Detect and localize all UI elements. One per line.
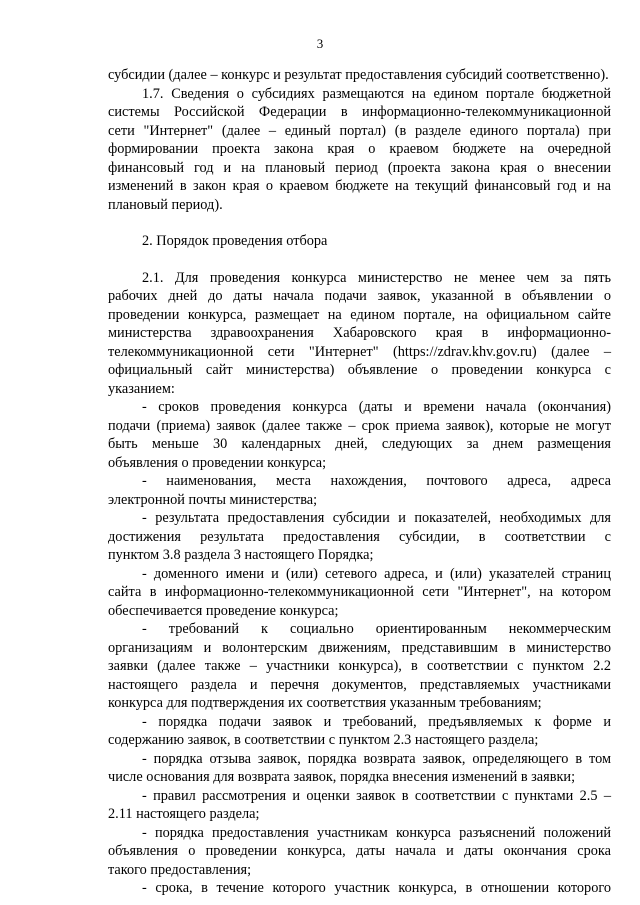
text-line: обеспечивается проведение конкурса; [108,602,339,619]
text-line: организациям и волонтерским движениям, представившим в министерство [108,639,611,656]
text-line: сети "Интернет" (далее – единый портал) (в разделе единого портала) при [108,122,611,139]
paragraph-gap [108,214,611,232]
text-line: сайта в информационно-телекоммуникационной сети "Интернет", на котором [108,584,611,600]
text-line: такого предоставления; [108,861,252,878]
list-item-start: - порядка предоставления участникам конкурса разъяснений положений [142,824,611,841]
page-number: 3 [316,36,324,51]
text-line: формировании проекта закона края о краевом бюджете на очередной [108,141,611,157]
text-line: содержанию заявок, в соответствии с пунктом 2.3 настоящего раздела; [108,732,539,748]
list-item-start: - правил рассмотрения и оценки заявок в соответствии с пунктами 2.5 – [142,787,611,804]
text-line: субсидии (далее – конкурс и результат предоставления субсидий соответственно). [108,67,609,83]
text-line: изменений в закон края о краевом бюджете на текущий финансовый год и на [108,178,611,194]
text-line: министерства здравоохранения Хабаровского края в информационно- [108,325,611,341]
text-line: рабочих дней до даты начала подачи заявок, указанной в объявлении о [108,288,611,304]
text-line: быть меньше 30 календарных дней, следующих за днем размещения [108,436,611,452]
text-line: электронной почты министерства; [108,491,318,508]
list-item-start: - доменного имени и (или) сетевого адреса, и (или) указателей страниц [142,565,611,582]
text-line: подачи (приема) заявок (далее также – срок приема заявок), которые не могут [108,417,611,434]
text-line: конкурса для подтверждения их соответствия указанным требованиям; [108,695,542,711]
text-line: пунктом 3.8 раздела 3 настоящего Порядка; [108,547,374,563]
list-item-start: - порядка отзыва заявок, порядка возврата заявок, определяющего в том [142,750,611,767]
list-item-start: - результата предоставления субсидии и показателей, необходимых для [142,510,611,526]
text-line: плановый период). [108,196,223,213]
document-body [108,66,611,898]
paragraph-start: 2.1. Для проведения конкурса министерство не менее чем за пять [142,269,611,286]
section-heading: 2. Порядок проведения отбора [142,233,328,249]
text-line: проведении конкурса, размещает на едином портале, на официальном сайте [108,306,611,323]
text-line: объявления о проведении конкурса; [108,454,327,471]
list-item-start: - наименования, места нахождения, почтового адреса, адреса [142,473,611,489]
text-line: настоящего раздела и перечня документов, представляемых участниками [108,676,611,693]
paragraph-gap [108,251,611,269]
list-item-start: - порядка подачи заявок и требований, предъявляемых к форме и [142,713,611,730]
text-line: финансовый год и на плановый период (проекта закона края о внесении [108,159,611,176]
text-line: указанием: [108,380,175,397]
text-line: системы Российской Федерации в информационно-телекоммуникационной [108,104,611,120]
list-item-start: - требований к социально ориентированным некоммерческим [142,621,611,637]
text-line: заявки (далее также – участники конкурса), в соответствии с пунктом 2.2 [108,658,611,674]
text-line: числе основания для возврата заявок, порядка внесения изменений в заявки; [108,769,576,785]
text-line: объявления о проведении конкурса, даты начала и даты окончания срока [108,843,611,859]
text-line: достижения результата предоставления субсидии, в соответствии с [108,528,611,545]
text-line: 2.11 настоящего раздела; [108,806,260,822]
paragraph-start: 1.7. Сведения о субсидиях размещаются на едином портале бюджетной [142,85,611,102]
list-item-start: - сроков проведения конкурса (даты и времени начала (окончания) [142,399,611,415]
text-line: официальный сайт министерства) объявление о проведении конкурса с [108,362,611,378]
text-line: телекоммуникационной сети "Интернет" (https://zdrav.khv.gov.ru) (далее – [108,343,611,360]
list-item-start: - срока, в течение которого участник конкурса, в отношении которого [142,880,611,896]
